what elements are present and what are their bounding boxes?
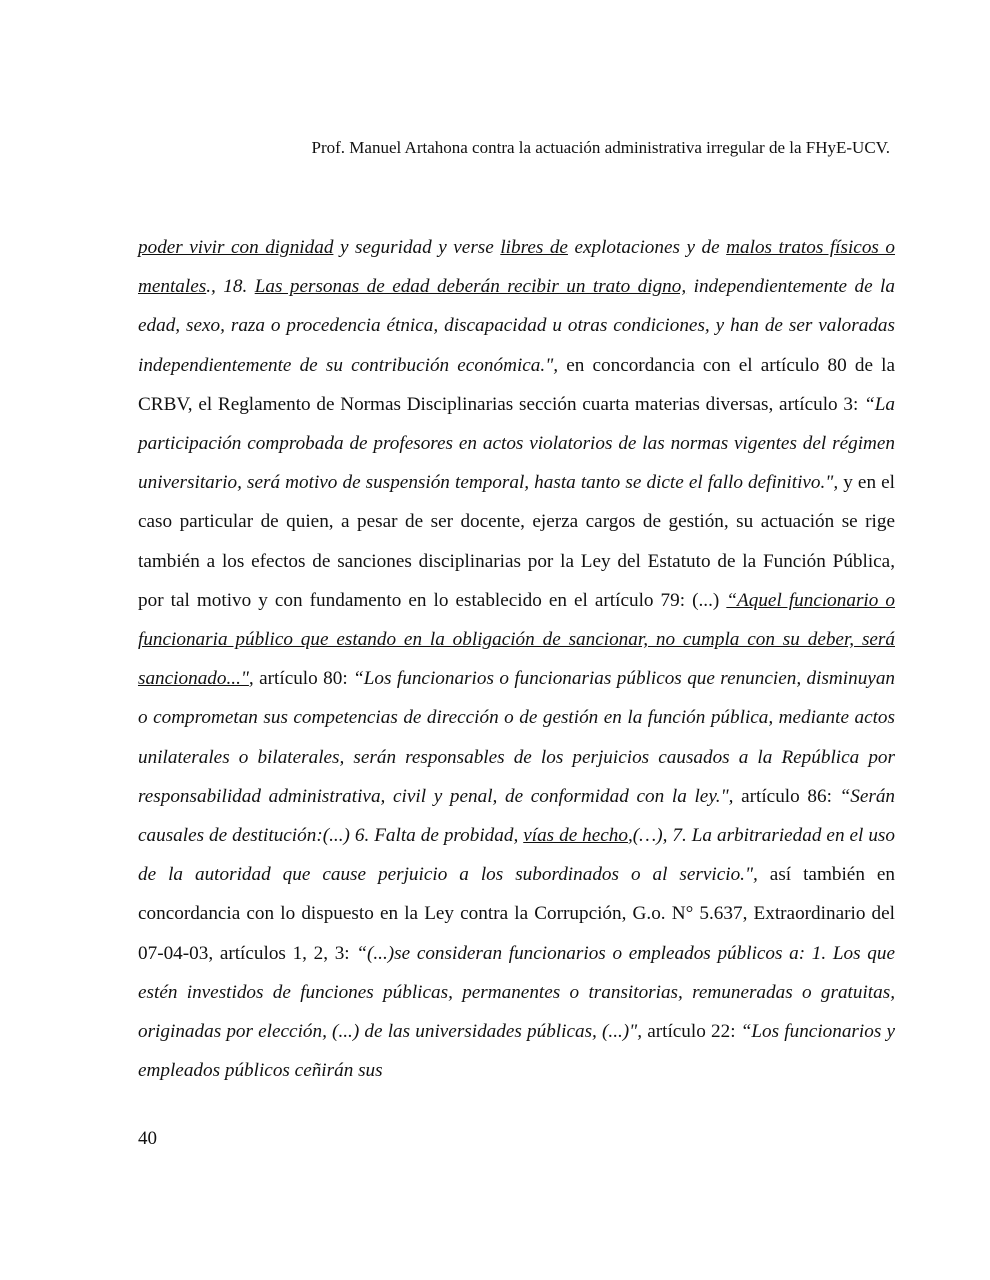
body-paragraph — [138, 228, 895, 1090]
quote-text: ,(…), 7. La arbitrariedad en el uso de la autoridad que cause perjuicio a los subordinados o al servicio.", — [138, 825, 895, 886]
quote-underlined: poder vivir con dignidad — [138, 237, 334, 258]
quote-text: “Los funcionarios o funcionarias públicos que renuncien, disminuyan o comprometan sus competencias de dirección o de gestión en la función pública, mediante actos unilaterales o bilaterales, serán responsables de los perjuicios causados a la República por responsabilidad administrativa, civil y penal, de conformidad con la ley.", — [138, 668, 896, 807]
quote-underlined: malos tratos físicos o mentales — [138, 237, 895, 298]
body-text-run: así también en concordancia con lo dispuesto en la Ley contra la Corrupción, G.o. N° 5.637, Extraordinario del 07-04-03, artículos 1, 2, 3: — [138, 864, 895, 964]
quote-text: ., 18. — [206, 276, 255, 298]
body-text-run: artículo 80: — [253, 668, 354, 690]
quote-underlined: libres de — [500, 237, 568, 258]
quote-text: independientemente de la edad, sexo, raza o procedencia étnica, discapacidad u otras condiciones, y han de ser valoradas independientemente de su contribución económica.", — [138, 276, 895, 376]
quote-text: , — [248, 668, 254, 690]
quote-text: y seguridad y verse — [333, 237, 501, 258]
body-text-run: artículo 22: — [642, 1021, 741, 1043]
quote-text: explotaciones y de — [567, 237, 727, 258]
quote-text: “(...)se consideran funcionarios o empleados públicos a: 1. Los que estén investidos de funciones públicas, permanentes o transitorias, remuneradas o gratuitas, originadas por elección, (...) de las universidades públicas, (...)", — [138, 942, 895, 1043]
quote-underlined: vías de hecho — [523, 825, 628, 847]
quote-underlined: “Aquel funcionario o funcionaria público que estando en la obligación de sancionar, no cumpla con su deber, será sancionado..." — [138, 589, 896, 690]
body-text-run: y en el caso particular de quien, a pesar de ser docente, ejerza cargos de gestión, su actuación se rige también a los efectos de sanciones disciplinarias por la Ley del Estatuto de la Función Pública, por tal motivo y con fundamento en lo establecido en el artículo 79: (...) — [138, 472, 895, 611]
body-text-run: en concordancia con el artículo 80 de la CRBV, el Reglamento de Normas Disciplinarias sección cuarta materias diversas, artículo 3: — [138, 354, 895, 415]
page-number: 40 — [138, 1128, 157, 1149]
running-header: Prof. Manuel Artahona contra la actuación administrativa irregular de la FHyE-UCV. — [311, 138, 890, 157]
quote-text: “Los funcionarios y empleados públicos ceñirán sus — [138, 1021, 895, 1082]
quote-text: “Serán causales de destitución:(...) 6. Falta de probidad, — [138, 785, 896, 847]
quote-text: “La participación comprobada de profesores en actos violatorios de las normas vigentes del régimen universitario, será motivo de suspensión temporal, hasta tanto se dicte el fallo definitivo.", — [138, 393, 895, 494]
quote-underlined: Las personas de edad deberán recibir un trato digno, — [254, 276, 687, 298]
body-text-run: artículo 86: — [733, 785, 840, 807]
